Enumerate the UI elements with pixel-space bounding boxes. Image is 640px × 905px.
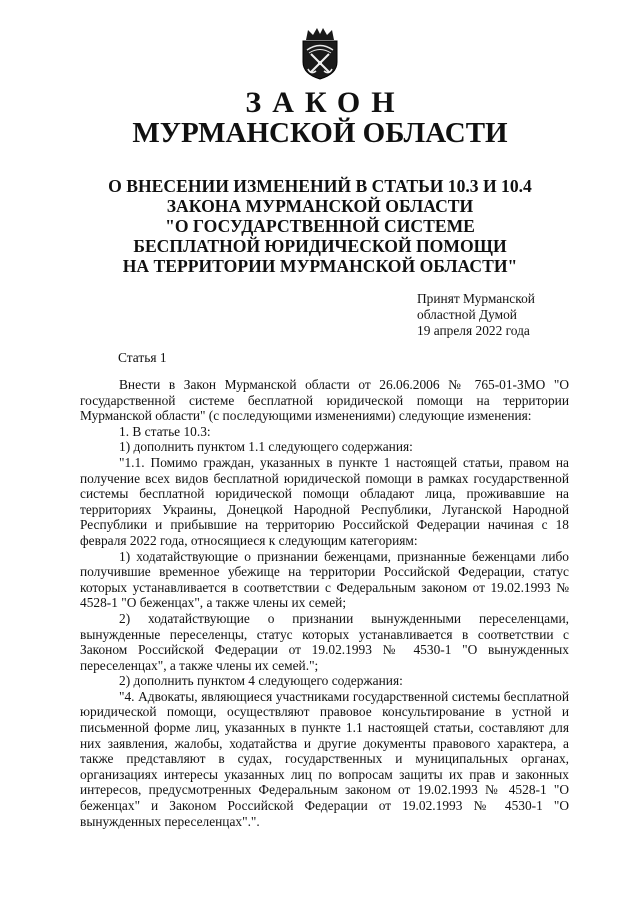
title-line: БЕСПЛАТНОЙ ЮРИДИЧЕСКОЙ ПОМОЩИ [133,236,507,256]
paragraph: 2) ходатайствующие о признании вынужденными переселенцами, вынужденные переселенцы, статус которых устанавливается в соответствии с Законом Российской Федерации от 19.02.1993 № 4530-1 "О вынужденных переселенцах", а также члены их семей."; [80,610,569,673]
document-title [0,176,640,276]
paragraph: 1) дополнить пунктом 1.1 следующего содержания: [119,439,413,455]
paragraph: 2) дополнить пунктом 4 следующего содержания: [119,673,403,689]
title-line: "О ГОСУДАРСТВЕННОЙ СИСТЕМЕ [165,216,475,236]
adoption-note [417,291,535,339]
crown-shape [306,28,334,40]
region-heading: МУРМАНСКОЙ ОБЛАСТИ [132,117,508,149]
title-line: О ВНЕСЕНИИ ИЗМЕНЕНИЙ В СТАТЬИ 10.3 И 10.4 [108,176,532,196]
adoption-line: Принят Мурманской [417,291,535,306]
paragraph: 1. В статье 10.3: [119,423,211,439]
adoption-date: 19 апреля 2022 года [417,323,530,338]
paragraph: "1.1. Помимо граждан, указанных в пункте 1 настоящей статьи, правом на получение всех видов бесплатной юридической помощи в рамках государственной системы бесплатной юридической помощи обладают лица, проживавшие на территориях Украины, Донецкой Народной Республики, Луганской Народной Республики и прибывшие на территорию Российской Федерации начиная с 18 февраля 2022 года, относящиеся к следующим категориям: [80,454,569,548]
shield-shape [303,41,337,79]
paragraph: "4. Адвокаты, являющиеся участниками государственной системы бесплатной юридической помощи, осуществляют правовое консультирование в устной и письменной форме лиц, указанных в пункте 1.1 настоящей статьи, составляют для них заявления, жалобы, ходатайства и другие документы правового характера, а также представляют в судах, государственных и муниципальных органах, организациях интересы указанных лиц по вопросам защиты их прав и законных интересов, предусмотренных Федеральным законом от 19.02.1993 № 4528-1 "О беженцах" и Законом Российской Федерации от 19.02.1993 № 4530-1 "О вынужденных переселенцах".". [80,688,569,829]
article-body [80,377,569,829]
law-heading: ЗАКОН [245,86,406,119]
title-line: ЗАКОНА МУРМАНСКОЙ ОБЛАСТИ [166,196,474,216]
title-line: НА ТЕРРИТОРИИ МУРМАНСКОЙ ОБЛАСТИ" [122,256,518,276]
murmansk-coat-of-arms-icon [294,26,346,80]
paragraph: 1) ходатайствующие о признании беженцами, признанные беженцами либо получившие временное убежище на территории Российской Федерации, статус которых устанавливается в соответствии с Федеральным законом от 19.02.1993 № 4528-1 "О беженцах", а также члены их семей; [80,548,569,611]
adoption-line: областной Думой [417,307,517,322]
paragraph: Внести в Закон Мурманской области от 26.06.2006 № 765-01-ЗМО "О государственной системе бесплатной юридической помощи на территории Мурманской области" (с последующими изменениями) следующие изменения: [80,377,569,424]
article-heading: Статья 1 [118,350,167,365]
